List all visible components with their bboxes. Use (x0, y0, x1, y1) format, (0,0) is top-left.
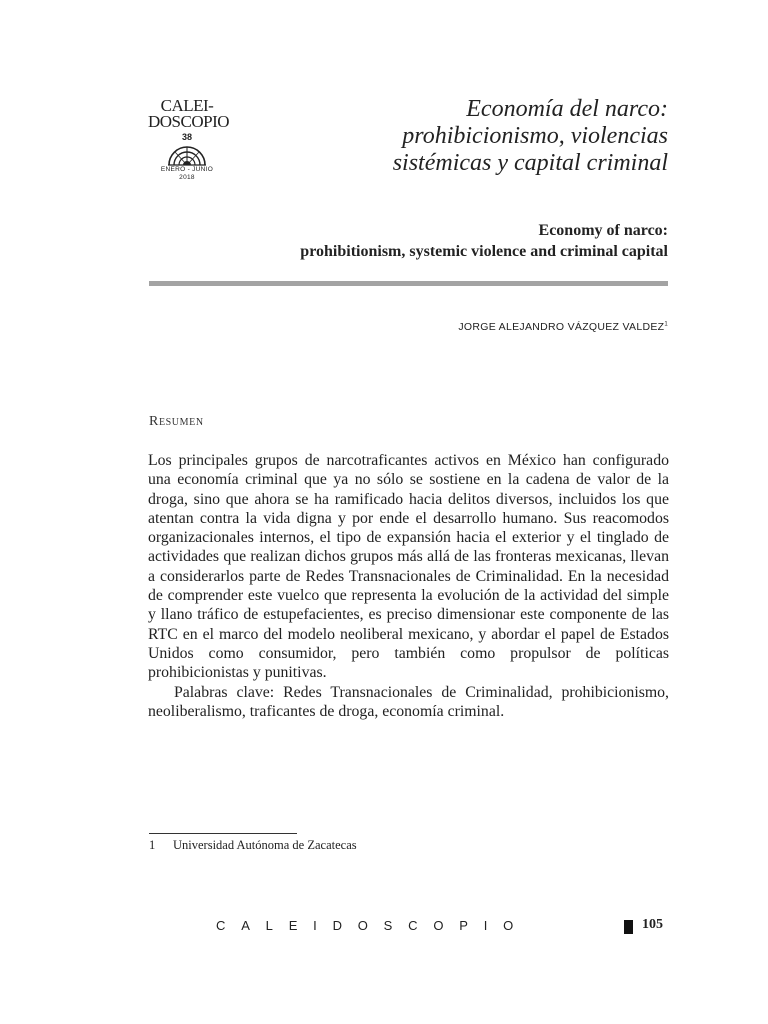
page-number: 105 (642, 917, 663, 932)
logo-line-2: DOSCOPIO (148, 112, 230, 131)
kaleidoscope-emblem-icon (167, 144, 207, 166)
author-name: JORGE ALEJANDRO VÁZQUEZ VALDEZ (458, 321, 665, 333)
issue-year: 2018 (179, 174, 195, 181)
keywords-paragraph: Palabras clave: Redes Transnacionales de Criminalidad, prohibicionismo, neoliberalismo, traficantes de droga, economía criminal. (148, 683, 669, 720)
abstract-heading: Resumen (149, 414, 204, 429)
issue-number: 38 (181, 132, 192, 142)
running-footer-title: CALEIDOSCOPIO (216, 918, 530, 933)
logo-line-1: CALEI- (160, 96, 214, 115)
author-footnote-mark: 1 (664, 321, 668, 328)
issue-period: ENERO - JUNIO (160, 166, 214, 173)
footnote (149, 838, 357, 853)
title-es-line: prohibicionismo, violencias (402, 123, 668, 149)
footnote-text: Universidad Autónoma de Zacatecas (173, 838, 357, 852)
footnote-mark: 1 (149, 838, 156, 852)
abstract-body (148, 451, 669, 721)
title-es-line: Economía del narco: (466, 96, 668, 122)
title-es-line: sistémicas y capital criminal (392, 150, 668, 176)
title-en-line: Economy of narco: (538, 222, 668, 239)
article-title-english (108, 220, 668, 262)
page-marker-block (624, 920, 633, 934)
footnote-divider (149, 833, 297, 834)
article-title-spanish (268, 96, 668, 177)
title-divider (149, 281, 668, 286)
title-en-line: prohibitionism, systemic violence and criminal capital (300, 243, 668, 260)
author-line (458, 321, 668, 333)
abstract-paragraph: Los principales grupos de narcotraficantes activos en México han configurado una economía criminal que ya no sólo se sostiene en la cadena de valor de la droga, sino que ahora se ha ramificado hacia delitos diversos, incluidos los que atentan contra la vida digna y por ende el desarrollo humano. Sus reacomodos organizacionales internos, el tipo de expansión hacia el exterior y el tinglado de actividades que realizan dichos grupos más allá de las fronteras mexicanas, llevan a considerarlos parte de Redes Transnacionales de Criminalidad. En la necesidad de comprender este vuelco que representa la evolución de la actividad del simple y llano tráfico de estupefacientes, es preciso dimensionar este componente de las RTC en el marco del modelo neoliberal mexicano, y abordar el papel de Estados Unidos como consumidor, pero también como propulsor de políticas prohibicionistas y punitivas. (148, 452, 669, 682)
journal-logo (148, 96, 230, 182)
